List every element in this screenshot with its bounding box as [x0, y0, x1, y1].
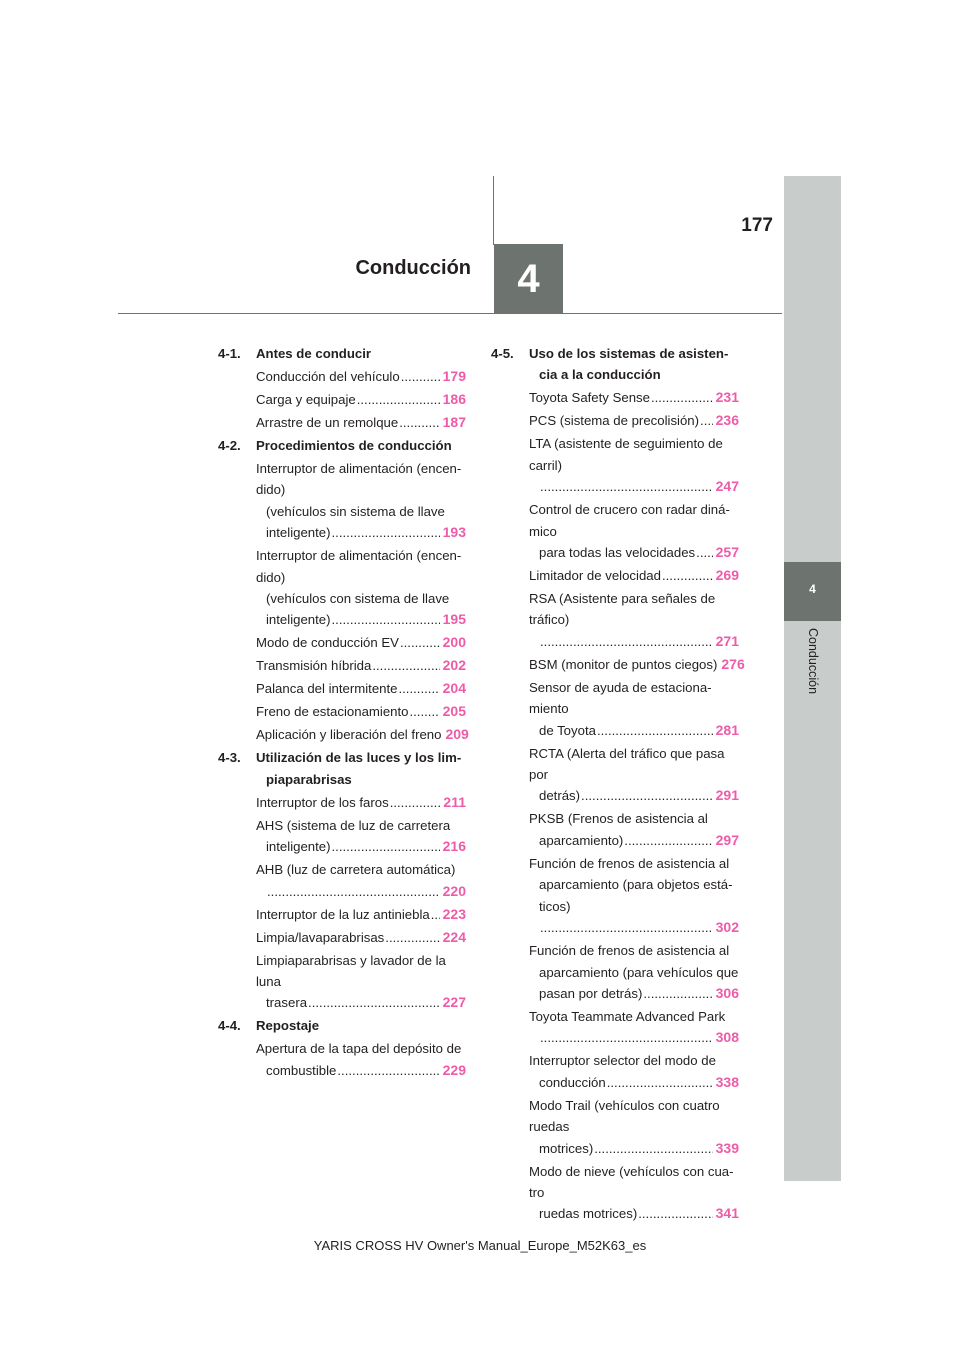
toc-page-link[interactable]: 224 [442, 928, 466, 945]
toc-entry[interactable] [256, 792, 466, 813]
toc-entry-text-line: Interruptor selector del modo de [529, 1053, 716, 1069]
toc-entry-text-line: Control de crucero con radar diná-mico [529, 502, 730, 539]
toc-leader-dots [390, 792, 441, 813]
toc-entry-last-line [266, 1060, 466, 1081]
toc-entry[interactable] [256, 632, 466, 653]
toc-entry-text: inteligente) [266, 612, 331, 628]
toc-leader-dots [400, 632, 440, 653]
toc-entry-text: conducción [539, 1074, 606, 1090]
toc-page-link[interactable]: 231 [715, 389, 739, 406]
toc-page-link[interactable]: 308 [715, 1029, 739, 1046]
toc-section [218, 1015, 466, 1081]
toc-leader-dots [540, 476, 713, 497]
toc-entry-last-line [539, 631, 739, 652]
toc-entry-last-line [539, 720, 739, 741]
toc-entry-text: Transmisión híbrida [256, 658, 372, 674]
toc-entry-text: para todas las velocidades [539, 545, 696, 561]
toc-section-title[interactable]: Uso de los sistemas de asisten-cia a la conducción [529, 346, 729, 383]
toc-entry-text-line: aparcamiento (para vehículos que [539, 964, 739, 980]
toc-entry-text-line: Sensor de ayuda de estaciona-miento [529, 679, 712, 717]
toc-page-link[interactable]: 205 [442, 703, 466, 720]
toc-section-number: 4-3. [218, 750, 241, 766]
toc-leader-dots [696, 542, 712, 563]
toc-entry[interactable] [256, 366, 466, 387]
toc-leader-dots [651, 387, 713, 408]
toc-leader-dots [624, 830, 712, 851]
toc-entry-text-line: Función de frenos de asistencia al [529, 943, 730, 959]
toc-entry[interactable] [529, 565, 739, 586]
toc-page-link[interactable]: 297 [715, 831, 739, 848]
toc-entry-last-line [266, 522, 466, 543]
toc-leader-dots [540, 631, 713, 652]
toc-section-number: 4-1. [218, 346, 241, 361]
toc-page-link[interactable]: 186 [442, 391, 466, 407]
toc-leader-dots [357, 389, 440, 410]
toc-entry-text-line: AHB (luz de carretera automática) [256, 862, 456, 878]
toc-page-link[interactable]: 220 [442, 882, 466, 899]
toc-entry-text: Aplicación y liberación del freno [256, 727, 442, 743]
toc-entry-last-line [539, 1072, 739, 1093]
chapter-title: Conducción [355, 257, 471, 279]
toc-entry-text-line: Modo Trail (vehículos con cuatro ruedas [529, 1097, 720, 1135]
toc-leader-dots [332, 609, 440, 630]
toc-page-link[interactable]: 211 [443, 793, 466, 810]
toc-entry[interactable] [256, 1038, 466, 1081]
toc-entry-text: BSM (monitor de puntos ciegos) [529, 656, 718, 672]
toc-entry[interactable] [529, 654, 745, 675]
toc-entry[interactable] [529, 499, 739, 563]
toc-entry[interactable] [256, 815, 466, 858]
toc-entry-last-line [529, 565, 739, 586]
toc-section-title[interactable]: Procedimientos de conducción [256, 438, 452, 453]
toc-entry-text: combustible [266, 1062, 337, 1078]
toc-entry-text: inteligente) [266, 525, 331, 541]
toc-page-link[interactable]: 179 [442, 368, 466, 384]
toc-leader-dots [332, 836, 440, 857]
toc-entry[interactable] [529, 1006, 739, 1049]
toc-entry-last-line [256, 366, 466, 387]
toc-leader-dots [398, 678, 439, 699]
toc-section-number: 4-5. [491, 346, 514, 361]
toc-section [218, 343, 466, 433]
toc-page-link[interactable]: 202 [442, 657, 466, 674]
toc-entry[interactable] [529, 743, 739, 807]
side-tab-label-wrap [784, 628, 841, 710]
toc-entry[interactable] [256, 724, 469, 745]
toc-entry-text-line: (vehículos sin sistema de llave [266, 503, 445, 519]
chapter-number: 4 [517, 257, 540, 301]
toc-leader-dots [643, 983, 712, 1004]
toc-page-link[interactable]: 276 [721, 655, 745, 672]
toc-column-right [491, 343, 745, 1226]
toc-entry-text: Palanca del intermitente [256, 681, 398, 697]
toc-entry-last-line [529, 654, 745, 675]
toc-entry-last-line [266, 992, 466, 1013]
toc-entry[interactable] [256, 950, 466, 1014]
toc-section [491, 343, 745, 1225]
toc-page-link[interactable]: 227 [442, 994, 466, 1011]
toc-entry-last-line [256, 678, 466, 699]
header-horizontal-rule [118, 313, 782, 314]
toc-column-left [218, 343, 469, 1083]
toc-entry-last-line [529, 410, 739, 431]
toc-entry-text: Limitador de velocidad [529, 568, 661, 584]
toc-entry-text-line: Interruptor de alimentación (encen-dido) [256, 461, 462, 498]
toc-section-number: 4-4. [218, 1018, 241, 1034]
page-footer: YARIS CROSS HV Owner's Manual_Europe_M52K63_es [313, 1238, 647, 1253]
toc-section-number: 4-2. [218, 438, 241, 453]
toc-page-link[interactable]: 247 [715, 478, 739, 495]
toc-page-link[interactable]: 281 [715, 721, 739, 738]
toc-page-link[interactable]: 229 [442, 1061, 466, 1078]
toc-entry-last-line [539, 542, 739, 563]
toc-entry-text: Arrastre de un remolque [256, 415, 399, 430]
toc-leader-dots [372, 655, 439, 676]
toc-page-link[interactable]: 271 [715, 632, 739, 649]
toc-entry-last-line [256, 724, 469, 745]
toc-entry-last-line [266, 609, 466, 630]
toc-entry-text-line: Apertura de la tapa del depósito de [256, 1041, 462, 1057]
toc-page-link[interactable]: 338 [715, 1073, 739, 1090]
toc-entry-last-line [529, 387, 739, 408]
toc-entry[interactable] [529, 853, 739, 939]
toc-entry-text: Carga y equipaje [256, 392, 356, 407]
toc-leader-dots [700, 410, 713, 431]
toc-section [218, 747, 466, 1013]
toc-entry-last-line [539, 785, 739, 806]
toc-entry[interactable] [256, 545, 466, 631]
toc-entry-text: Freno de estacionamiento [256, 704, 409, 720]
side-tab-label: Conducción [805, 628, 820, 695]
toc-entry[interactable] [256, 927, 466, 948]
toc-section-title[interactable]: Utilización de las luces y los lim-piaparabrisas [256, 750, 462, 787]
toc-page-link[interactable]: 291 [715, 787, 739, 804]
toc-leader-dots [332, 522, 440, 543]
toc-entry-text-line: PKSB (Frenos de asistencia al [529, 811, 708, 827]
toc-entry-text-line: Modo de nieve (vehículos con cua-tro [529, 1163, 734, 1200]
toc-page-link[interactable]: 339 [715, 1139, 739, 1156]
toc-entry[interactable] [256, 389, 466, 410]
toc-entry-last-line [539, 1138, 739, 1159]
toc-page-link[interactable]: 204 [442, 680, 466, 697]
toc-entry-text: ruedas motrices) [539, 1206, 638, 1222]
toc-entry-text: motrices) [539, 1140, 594, 1156]
toc-entry-text-line: Función de frenos de asistencia al [529, 855, 730, 871]
toc-entry-last-line [256, 412, 466, 433]
toc-entry-text: Modo de conducción EV [256, 635, 399, 651]
toc-entry-last-line [266, 836, 466, 857]
toc-entry-text-line: (vehículos con sistema de llave [266, 591, 450, 607]
toc-entry[interactable] [529, 808, 739, 851]
toc-page-link[interactable]: 195 [442, 611, 466, 628]
header-vertical-rule [493, 176, 494, 245]
toc-section-title[interactable]: Antes de conducir [256, 346, 372, 361]
toc-entry-text: aparcamiento) [539, 832, 624, 848]
toc-page-link[interactable]: 306 [715, 984, 739, 1001]
toc-page-link[interactable]: 236 [715, 412, 739, 429]
toc-entry[interactable] [256, 859, 466, 902]
toc-entry[interactable] [529, 1161, 739, 1225]
toc-entry[interactable] [529, 433, 739, 497]
toc-leader-dots [638, 1203, 712, 1224]
toc-entry[interactable] [529, 588, 739, 652]
toc-entry-text: trasera [266, 995, 308, 1011]
toc-leader-dots [409, 701, 439, 722]
toc-entry-last-line [256, 632, 466, 653]
toc-entry-text-line: AHS (sistema de luz de carretera [256, 817, 451, 833]
toc-entry-text: de Toyota [539, 722, 596, 738]
toc-entry-text-line: Interruptor de alimentación (encen-dido) [256, 548, 462, 585]
toc-entry[interactable] [256, 655, 466, 676]
toc-page-link[interactable]: 302 [715, 919, 739, 936]
toc-leader-dots [594, 1138, 712, 1159]
toc-entry-text-line: RCTA (Alerta del tráfico que pasa por [529, 745, 725, 783]
toc-entry-text: pasan por detrás) [539, 985, 643, 1001]
toc-leader-dots [401, 366, 440, 387]
toc-entry[interactable] [256, 412, 466, 433]
toc-leader-dots [337, 1060, 439, 1081]
toc-entry-text: Interruptor de la luz antiniebla [256, 906, 430, 922]
toc-leader-dots [267, 881, 440, 902]
toc-entry-text: Conducción del vehículo [256, 369, 400, 384]
toc-entry-last-line [256, 792, 466, 813]
toc-entry-text-line: RSA (Asistente para señales de tráfico) [529, 591, 716, 628]
toc-entry-text: Limpia/lavaparabrisas [256, 929, 385, 945]
toc-entry-text: Interruptor de los faros [256, 794, 389, 810]
toc-entry-last-line [539, 917, 739, 938]
toc-entry-text: detrás) [539, 788, 581, 804]
toc-entry-last-line [539, 830, 739, 851]
toc-entry-last-line [256, 655, 466, 676]
toc-leader-dots [540, 917, 713, 938]
toc-leader-dots [308, 992, 440, 1013]
page-number: 177 [741, 215, 773, 236]
toc-entry[interactable] [529, 677, 739, 741]
toc-entry-last-line [539, 1027, 739, 1048]
toc-entry-text: Toyota Safety Sense [529, 390, 650, 406]
toc-entry[interactable] [529, 1050, 739, 1093]
toc-leader-dots [385, 927, 439, 948]
toc-section [218, 435, 469, 746]
toc-entry-text-line: Limpiaparabrisas y lavador de la luna [256, 952, 446, 990]
toc-leader-dots [431, 904, 440, 925]
toc-entry[interactable] [529, 387, 739, 408]
toc-page-link[interactable]: 216 [442, 838, 466, 855]
toc-entry[interactable] [256, 904, 466, 925]
toc-entry-last-line [256, 904, 466, 925]
side-tab-number: 4 [809, 582, 816, 596]
toc-page-link[interactable]: 209 [445, 726, 469, 743]
toc-entry-last-line [539, 476, 739, 497]
toc-page-link[interactable]: 223 [442, 905, 466, 922]
toc-entry-text-line: aparcamiento (para objetos está-ticos) [539, 877, 733, 914]
toc-leader-dots [607, 1072, 713, 1093]
toc-entry[interactable] [529, 940, 739, 1004]
toc-entry-text: PCS (sistema de precolisión) [529, 413, 700, 429]
toc-entry-last-line [539, 1203, 739, 1224]
toc-entry[interactable] [256, 678, 466, 699]
toc-entry-last-line [256, 701, 466, 722]
toc-page-link[interactable]: 193 [442, 524, 466, 541]
toc-leader-dots [662, 565, 713, 586]
toc-section-title[interactable]: Repostaje [256, 1018, 320, 1034]
toc-entry[interactable] [529, 410, 739, 431]
toc-leader-dots [540, 1027, 713, 1048]
toc-page-link[interactable]: 257 [715, 544, 739, 561]
toc-entry-last-line [256, 927, 466, 948]
toc-entry[interactable] [256, 458, 466, 544]
toc-leader-dots [597, 720, 713, 741]
toc-entry-text-line: LTA (asistente de seguimiento de carril) [529, 436, 723, 473]
toc-entry-text-line: Toyota Teammate Advanced Park [529, 1008, 726, 1024]
toc-leader-dots [581, 785, 713, 806]
toc-entry-last-line [256, 389, 466, 410]
toc-entry-last-line [539, 983, 739, 1004]
toc-entry-text: inteligente) [266, 839, 331, 855]
toc-entry[interactable] [529, 1095, 739, 1159]
toc-entry[interactable] [256, 701, 466, 722]
toc-entry-last-line [266, 881, 466, 902]
toc-page-link[interactable]: 200 [442, 634, 466, 651]
toc-page-link[interactable]: 187 [442, 414, 466, 430]
toc-page-link[interactable]: 269 [715, 567, 739, 584]
toc-page-link[interactable]: 341 [715, 1205, 739, 1222]
toc-leader-dots [399, 412, 439, 433]
